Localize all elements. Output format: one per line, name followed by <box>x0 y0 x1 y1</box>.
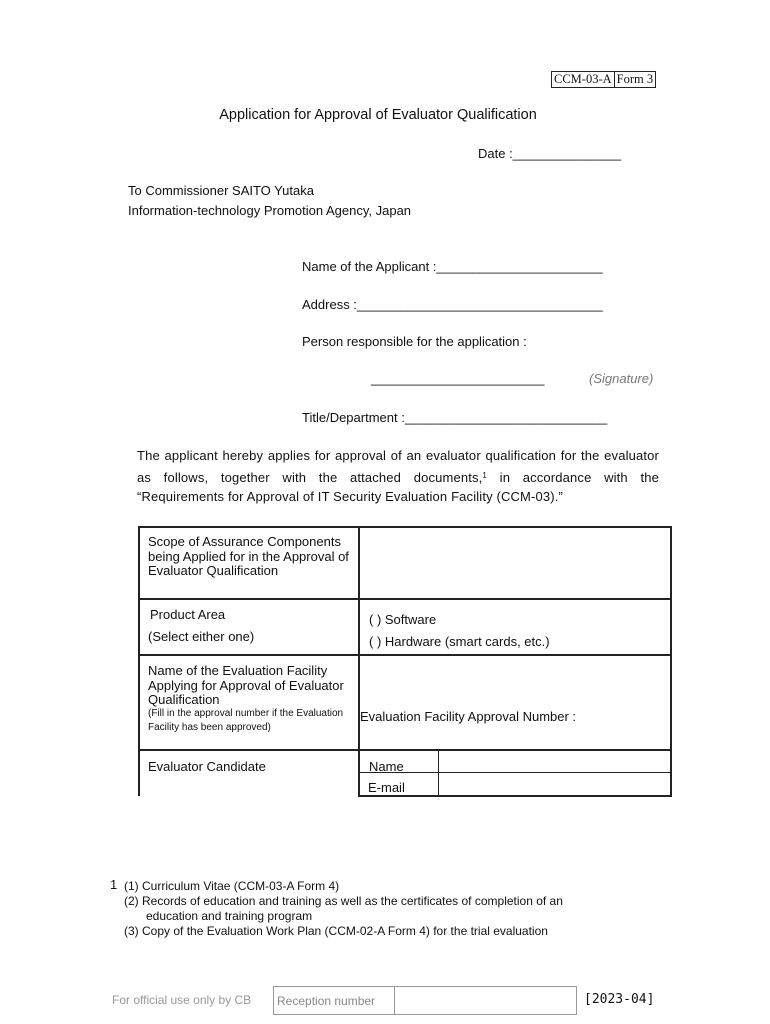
date-field[interactable]: Date :_______________ <box>478 146 622 161</box>
form-number: Form 3 <box>615 71 656 88</box>
candidate-label: Evaluator Candidate <box>148 759 266 774</box>
statement-text-end: in accordance with the “Requirements for Approval of IT Security Evaluation Facility (CCM-03).” <box>137 469 659 504</box>
reception-divider <box>394 987 395 1014</box>
candidate-email-label: E-mail <box>368 780 405 795</box>
official-use-label: For official use only by CB <box>112 993 252 1007</box>
applicant-name-field[interactable]: Name of the Applicant :_______________________ <box>302 259 603 274</box>
form-code-box <box>551 71 656 88</box>
candidate-name-label: Name <box>369 759 404 774</box>
facility-note: (Fill in the approval number if the Evaluation Facility has been approved) <box>148 708 344 733</box>
footnote-item-3: (3) Copy of the Evaluation Work Plan (CCM-02-A Form 4) for the trial evaluation <box>124 924 548 938</box>
facility-label: Name of the Evaluation Facility Applying for Approval of Evaluator Qualification <box>148 663 344 707</box>
applicant-address-field[interactable]: Address :__________________________________ <box>302 297 603 312</box>
footnote-item-1: (1) Curriculum Vitae (CCM-03-A Form 4) <box>124 879 340 893</box>
title-department-field[interactable]: Title/Department :____________________________ <box>302 410 608 425</box>
form-version: [2023-04] <box>584 992 655 1007</box>
signature-line[interactable]: ________________________ <box>371 371 545 386</box>
statement-text: The applicant hereby applies for approval of an evaluator qualification for the evaluator as follows, together with the attached documents, <box>137 448 659 485</box>
addressee-line2: Information-technology Promotion Agency, Japan <box>128 203 412 218</box>
candidate-email-input[interactable] <box>442 775 668 793</box>
option-hardware[interactable]: ( ) Hardware (smart cards, etc.) <box>369 634 550 649</box>
responsible-person-label: Person responsible for the application : <box>302 334 527 349</box>
footnote-item-2-cont: education and training program <box>146 909 313 923</box>
footnote-ref: 1 <box>482 470 488 480</box>
form-code: CCM-03-A <box>551 71 615 88</box>
page-title: Application for Approval of Evaluator Qualification <box>219 107 537 123</box>
reception-number-box <box>273 986 577 1015</box>
addressee-line1: To Commissioner SAITO Yutaka <box>128 183 314 198</box>
product-area-note: (Select either one) <box>148 629 255 644</box>
candidate-name-input[interactable] <box>442 752 668 770</box>
application-statement <box>137 446 659 507</box>
facility-number-label[interactable]: Evaluation Facility Approval Number : <box>360 709 577 724</box>
footnote-mark: 1 <box>110 877 118 892</box>
product-area-label: Product Area <box>150 607 226 622</box>
option-software[interactable]: ( ) Software <box>369 612 437 627</box>
application-table <box>138 526 672 798</box>
signature-label: (Signature) <box>589 371 654 386</box>
scope-input[interactable] <box>368 530 664 594</box>
scope-label: Scope of Assurance Components being Applied for in the Approval of Evaluator Qualification <box>148 534 349 578</box>
reception-number-label: Reception number <box>277 994 376 1008</box>
footnote-item-2: (2) Records of education and training as well as the certificates of completion of an <box>124 894 563 908</box>
